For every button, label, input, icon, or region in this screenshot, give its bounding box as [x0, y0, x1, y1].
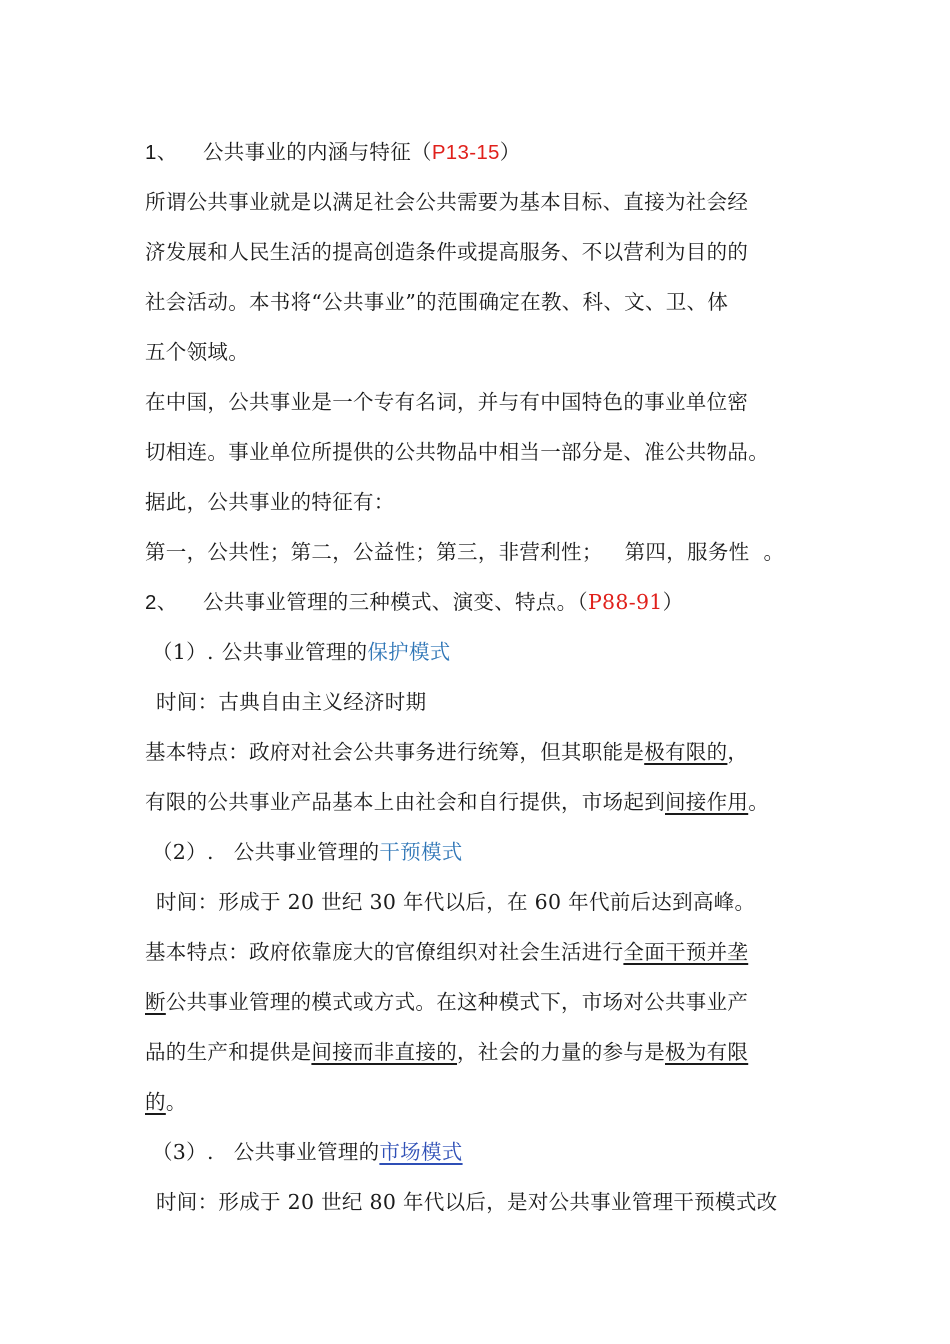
section-1-page-ref: P13-15 — [431, 141, 500, 164]
mode-1-name: 保护模式 — [367, 640, 451, 664]
mode-3-label: （3）. — [152, 1140, 214, 1164]
mode-2-feature-text-3: 品的生产和提供是 — [145, 1040, 312, 1064]
mode-1-prefix: 公共事业管理的 — [221, 640, 368, 664]
section-1-title: 公共事业的内涵与特征（ — [203, 140, 432, 164]
mode-2-feature-punct: 。 — [165, 1090, 187, 1114]
mode-3-name: 市场模式 — [379, 1140, 463, 1164]
features-end: 。 — [763, 540, 785, 564]
mode-1-underline-2: 间接作用 — [665, 790, 749, 814]
mode-1-label: （1）. — [152, 640, 214, 664]
feature-4: 第四，服务性 — [624, 540, 750, 564]
section-2-heading — [145, 589, 683, 616]
feature-2: 第二，公益性； — [290, 540, 437, 564]
mode-3-heading — [152, 1139, 463, 1165]
para-1-line-1: 所谓公共事业就是以满足社会公共需要为基本目标、直接为社会经 — [145, 190, 749, 214]
mode-1-feature-punct: ， — [727, 740, 749, 764]
features-line — [145, 539, 784, 565]
mode-2-feature-text-2: 公共事业管理的模式或方式。在这种模式下，市场对公共事业产 — [165, 990, 749, 1014]
mode-2-underline-4: 极为有限 — [665, 1040, 749, 1064]
section-1-heading — [145, 139, 521, 166]
mode-1-feature-punct-2: 。 — [748, 790, 770, 814]
mode-2-feature-line-4 — [145, 1089, 187, 1115]
mode-3-prefix: 公共事业管理的 — [233, 1140, 380, 1164]
para-2-line-3: 据此，公共事业的特征有： — [145, 490, 395, 514]
mode-2-feature-text: 基本特点：政府依靠庞大的官僚组织对社会生活进行 — [145, 940, 624, 964]
section-2-number: 2、 — [145, 591, 178, 614]
section-1-close: ） — [499, 140, 521, 164]
para-2-line-1: 在中国，公共事业是一个专有名词，并与有中国特色的事业单位密 — [145, 390, 749, 414]
mode-2-feature-line-1 — [145, 939, 748, 965]
mode-2-underline-5: 的 — [145, 1090, 166, 1114]
section-1-number: 1、 — [145, 141, 178, 164]
mode-2-name: 干预模式 — [379, 840, 463, 864]
mode-1-underline-1: 极有限的 — [644, 740, 728, 764]
mode-2-underline-3: 间接而非直接的 — [311, 1040, 458, 1064]
para-1-line-2: 济发展和人民生活的提高创造条件或提高服务、不以营利为目的的 — [145, 240, 749, 264]
mode-1-feature-line-2 — [145, 789, 769, 815]
mode-2-prefix: 公共事业管理的 — [233, 840, 380, 864]
mode-3-time: 时间：形成于 20 世纪 80 年代以后，是对公共事业管理干预模式改 — [156, 1190, 778, 1214]
mode-2-feature-line-3 — [145, 1039, 748, 1065]
mode-1-feature-line-1 — [145, 739, 748, 765]
section-2-page-ref: P88-91 — [587, 590, 663, 614]
mode-2-time: 时间：形成于 20 世纪 30 年代以后，在 60 年代前后达到高峰。 — [156, 890, 756, 914]
mode-2-underline-2: 断 — [145, 990, 166, 1014]
mode-1-feature-text-2: 有限的公共事业产品基本上由社会和自行提供，市场起到 — [145, 790, 665, 814]
mode-1-heading — [152, 639, 451, 665]
para-2-line-2: 切相连。事业单位所提供的公共物品中相当一部分是、准公共物品。 — [145, 440, 769, 464]
feature-1: 第一，公共性； — [145, 540, 291, 564]
mode-2-feature-text-4: ，社会的力量的参与是 — [457, 1040, 666, 1064]
mode-2-underline-1: 全面干预并垄 — [623, 940, 749, 964]
section-2-close: ） — [662, 590, 684, 614]
mode-2-label: （2）. — [152, 840, 214, 864]
feature-3: 第三，非营利性； — [436, 540, 603, 564]
mode-1-feature-text: 基本特点：政府对社会公共事务进行统筹，但其职能是 — [145, 740, 645, 764]
mode-2-feature-line-2 — [145, 989, 748, 1015]
mode-1-time: 时间：古典自由主义经济时期 — [156, 690, 427, 714]
para-1-line-4: 五个领域。 — [145, 340, 249, 364]
mode-2-heading — [152, 839, 463, 865]
section-2-title: 公共事业管理的三种模式、演变、特点。（ — [203, 590, 588, 614]
para-1-line-3: 社会活动。本书将“公共事业”的范围确定在教、科、文、卫、体 — [145, 290, 729, 314]
